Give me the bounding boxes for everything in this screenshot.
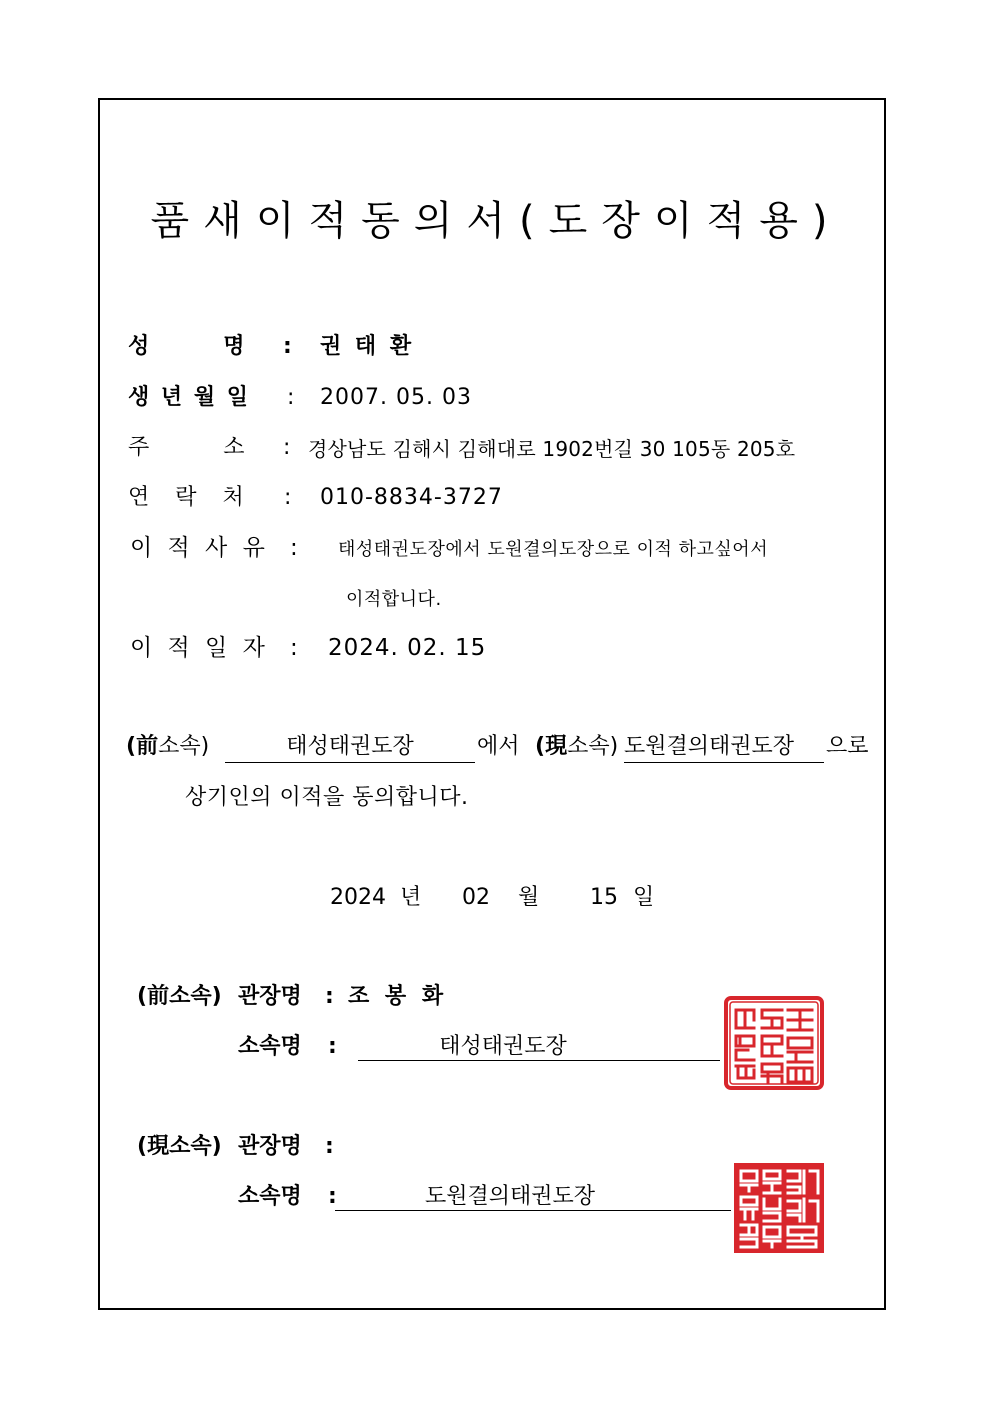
reason-text-line1: 태성태권도장에서 도원결의도장으로 이적 하고싶어서 <box>338 539 769 560</box>
prev-director-label: 관장명 <box>238 984 302 1009</box>
consent-prev-affiliation-text: 소속) <box>158 734 210 759</box>
birth-colon: : <box>287 385 295 410</box>
consent-prev-affiliation: (前소속) <box>126 734 210 759</box>
contact-value: 010-8834-3727 <box>320 485 503 510</box>
address-colon: : <box>283 435 291 460</box>
contact-colon: : <box>284 485 292 510</box>
curr-director-colon: : <box>325 1134 334 1159</box>
signed-year: 2024 <box>330 885 386 910</box>
curr-hanja: 現 <box>147 1134 170 1159</box>
curr-director-label: 관장명 <box>238 1134 302 1159</box>
consent-suffix: 으로 <box>826 734 869 759</box>
consent-curr-affiliation-text: 소속) <box>567 734 619 759</box>
curr-gym-name: 도원결의태권도장 <box>424 1184 596 1209</box>
address-label: 주 소 <box>128 435 247 460</box>
curr-gym-seal <box>732 1161 826 1255</box>
curr-affiliation-label: (現소속) <box>137 1134 222 1159</box>
reason-colon: : <box>290 535 298 561</box>
transfer-date-value: 2024. 02. 15 <box>328 635 487 661</box>
birth-value: 2007. 05. 03 <box>320 385 472 410</box>
prev-affiliation-label: (前소속) <box>137 984 222 1009</box>
prev-affiliation-text: 소속) <box>169 984 222 1009</box>
reason-label: 이 적 사 유 <box>130 535 269 561</box>
consent-prev-hanja: 前 <box>136 734 159 759</box>
prev-director-colon: : <box>325 984 334 1009</box>
curr-gym-colon: : <box>328 1184 337 1209</box>
curr-gym-label: 소속명 <box>238 1184 302 1209</box>
prev-director-name: 조 봉 화 <box>348 984 448 1009</box>
contact-label: 연 락 처 <box>128 485 246 510</box>
prev-hanja: 前 <box>147 984 170 1009</box>
consent-sentence: 상기인의 이적을 동의합니다. <box>185 785 469 810</box>
signed-month-unit: 월 <box>518 885 540 910</box>
signed-month: 02 <box>462 885 490 910</box>
transfer-date-colon: : <box>290 635 298 661</box>
prev-gym-seal <box>724 996 824 1090</box>
transfer-date-label: 이 적 일 자 <box>130 635 269 661</box>
document-title: 품새이적동의서(도장이적용) <box>150 198 842 244</box>
consent-curr-gym: 도원결의태권도장 <box>624 734 795 759</box>
prev-gym-underline <box>358 1060 720 1061</box>
curr-affiliation-text: 소속) <box>169 1134 222 1159</box>
prev-gym-label: 소속명 <box>238 1034 302 1059</box>
consent-connector: 에서 <box>477 734 520 759</box>
prev-gym-name: 태성태권도장 <box>439 1034 567 1059</box>
birth-label: 생 년 월 일 <box>128 385 250 410</box>
name-colon: : <box>283 334 292 359</box>
signed-day: 15 <box>590 885 618 910</box>
reason-text-line2: 이적합니다. <box>346 589 442 610</box>
signed-year-unit: 년 <box>400 885 422 910</box>
curr-gym-underline <box>335 1210 731 1211</box>
prev-gym-colon: : <box>328 1034 337 1059</box>
consent-prev-gym: 태성태권도장 <box>286 734 414 759</box>
signed-day-unit: 일 <box>633 885 655 910</box>
consent-prev-gym-underline <box>225 762 475 763</box>
consent-curr-hanja: 現 <box>545 734 568 759</box>
address-value: 경상남도 김해시 김해대로 1902번길 30 105동 205호 <box>308 437 796 461</box>
name-label: 성 명 <box>128 334 247 359</box>
name-value: 권 태 환 <box>320 334 415 359</box>
consent-curr-gym-underline <box>624 762 824 763</box>
document-frame <box>98 98 886 1310</box>
consent-curr-affiliation: (現소속) <box>535 734 619 759</box>
